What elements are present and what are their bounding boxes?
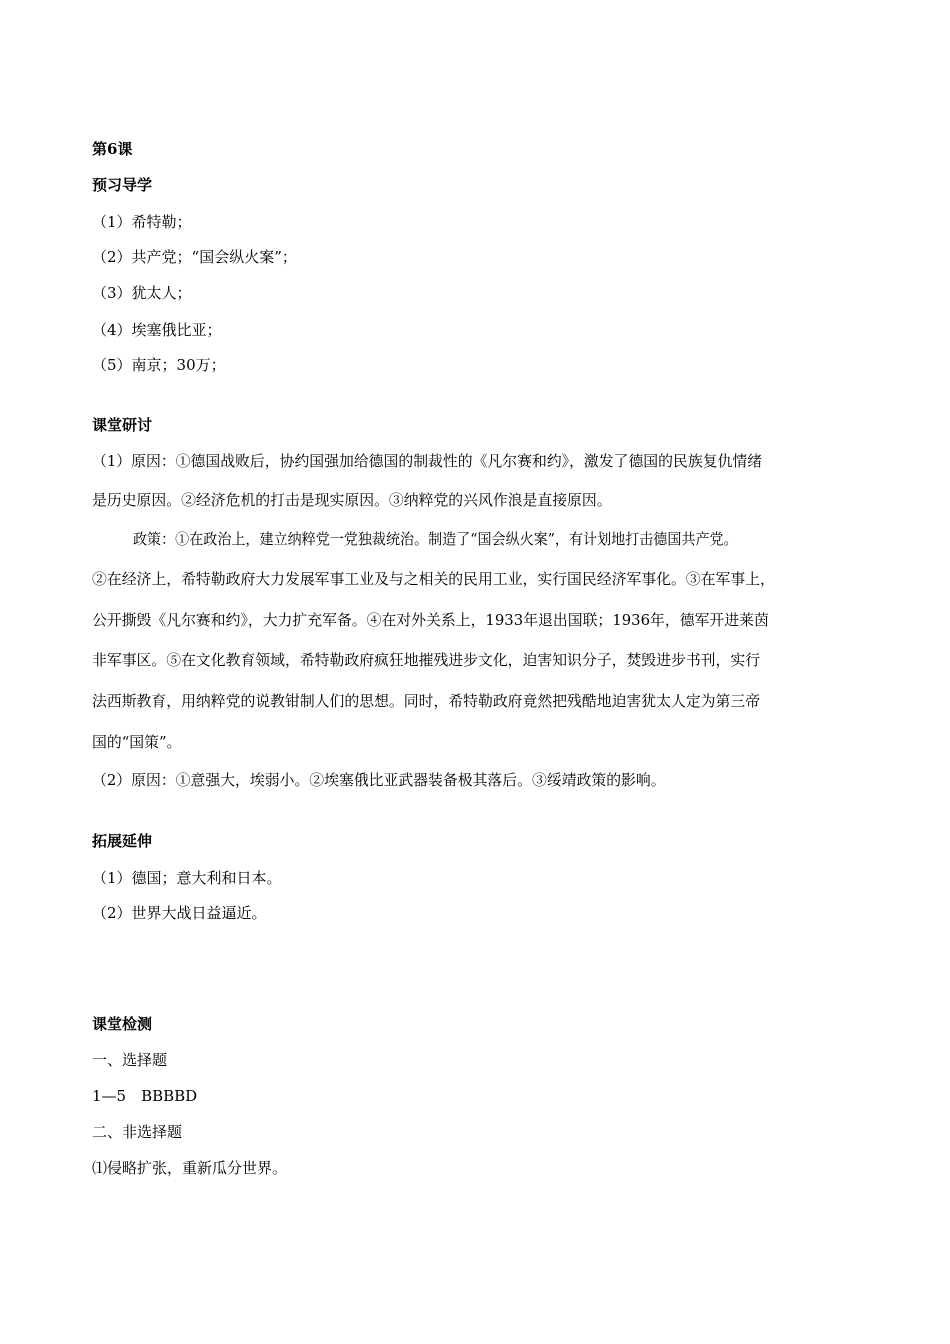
preview-heading: 预习导学: [92, 176, 153, 194]
preview-item-3: （3）犹太人；: [92, 284, 192, 302]
test-nonchoice-item-1: ⑴侵略扩张，重新瓜分世界。: [92, 1159, 288, 1177]
extension-item-1: （1）德国；意大利和日本。: [92, 869, 282, 887]
extension-item-2: （2）世界大战日益逼近。: [92, 904, 267, 922]
preview-item-2: （2）共产党；“国会纵火案”；: [92, 248, 297, 266]
preview-item-1: （1）希特勒；: [92, 213, 192, 231]
study-line-1: （1）原因：①德国战败后，协约国强加给德国的制裁性的《凡尔赛和约》，激发了德国的民族复仇情绪: [92, 452, 763, 470]
study-line-3: 政策：①在政治上，建立纳粹党一党独裁统治。制造了“国会纵火案”，有计划地打击德国共产党。: [133, 530, 738, 548]
test-section-nonchoice: 二、非选择题: [92, 1123, 183, 1141]
test-choice-answers: 1—5 BBBBD: [92, 1087, 198, 1105]
study-line-4: ②在经济上，希特勒政府大力发展军事工业及与之相关的民用工业，实行国民经济军事化。③在军事上，: [92, 570, 775, 588]
study-line-6: 非军事区。⑤在文化教育领域，希特勒政府疯狂地摧残进步文化，迫害知识分子，焚毁进步书刊，实行: [92, 651, 761, 669]
extension-heading: 拓展延伸: [92, 832, 153, 850]
study-line-7: 法西斯教育，用纳粹党的说教钳制人们的思想。同时，希特勒政府竟然把残酷地迫害犹太人定为第三帝: [92, 692, 761, 710]
study-line-8: 国的“国策”。: [92, 733, 182, 751]
study-line-9: （2）原因：①意强大，埃弱小。②埃塞俄比亚武器装备极其落后。③绥靖政策的影响。: [92, 771, 666, 789]
study-line-2: 是历史原因。②经济危机的打击是现实原因。③纳粹党的兴风作浪是直接原因。: [92, 491, 612, 509]
preview-item-5: （5）南京；30万；: [92, 356, 226, 374]
preview-item-4: （4）埃塞俄比亚；: [92, 321, 222, 339]
lesson-title: 第6课: [92, 140, 133, 158]
study-line-5: 公开撕毁《凡尔赛和约》，大力扩充军备。④在对外关系上，1933年退出国联；1936年，德军开进莱茵: [92, 611, 769, 629]
test-heading: 课堂检测: [92, 1015, 153, 1033]
test-section-choice: 一、选择题: [92, 1051, 168, 1069]
study-heading: 课堂研讨: [92, 416, 153, 434]
